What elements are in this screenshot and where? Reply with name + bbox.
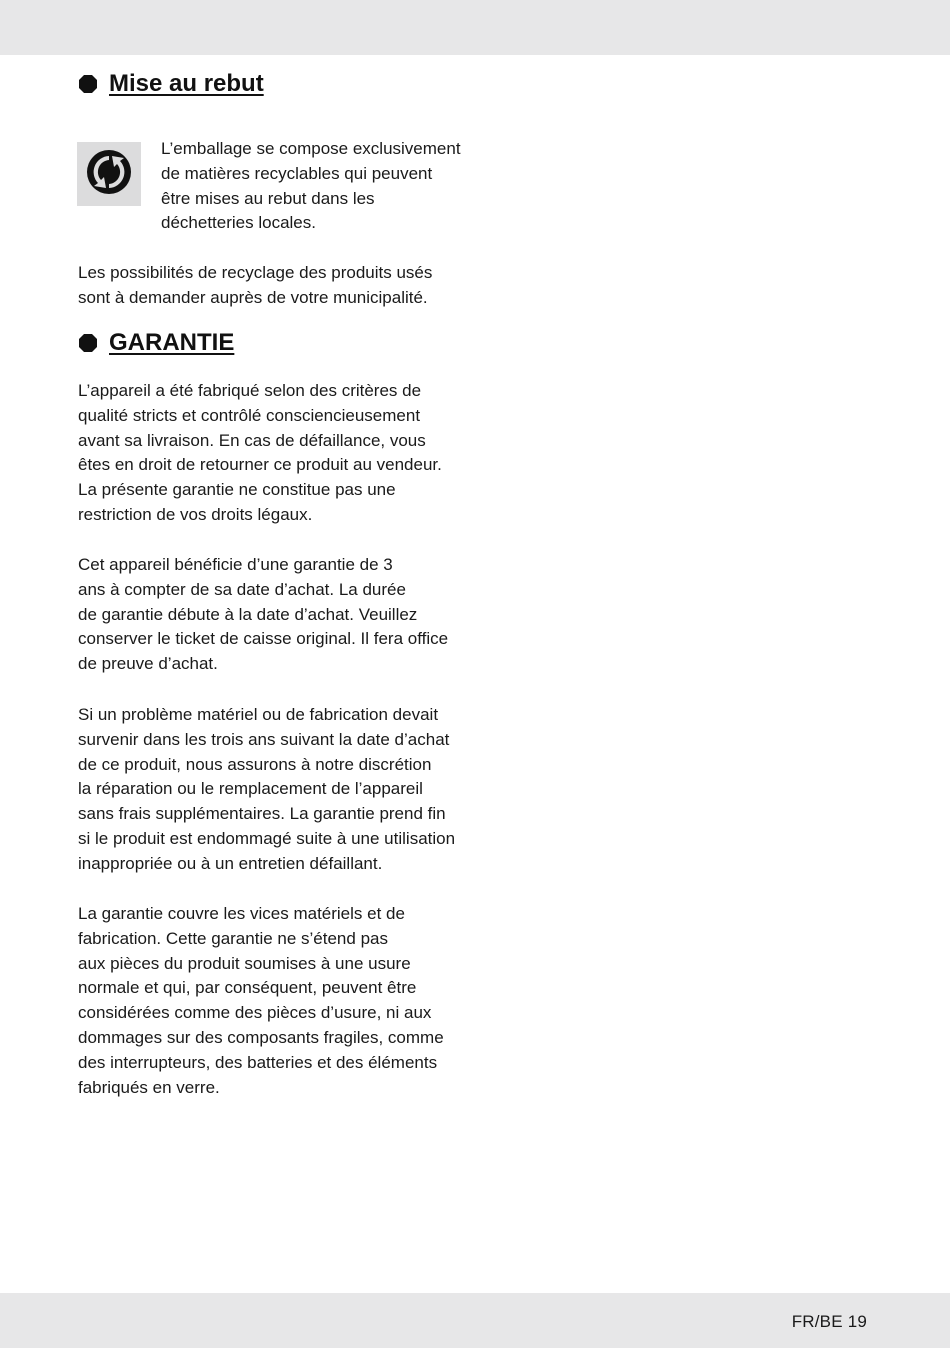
section-title: GARANTIE: [109, 329, 235, 356]
recycling-symbol-box: [77, 142, 141, 206]
header-band: [0, 0, 950, 55]
green-dot-recycling-icon: [85, 148, 133, 201]
section-heading-disposal: [78, 70, 264, 98]
section-heading-warranty: [78, 329, 234, 357]
warranty-paragraph: L’appareil a été fabriqué selon des critères de qualité stricts et contrôlé consciencieusement avant sa livraison. En cas de défaillance, vous êtes en droit de retourner ce produit au vendeur. La présente garantie ne constitue pas une restriction de vos droits légaux.: [78, 381, 442, 524]
section-title: Mise au rebut: [109, 70, 264, 97]
octagon-bullet-icon: [78, 74, 98, 94]
warranty-paragraph: La garantie couvre les vices matériels et de fabrication. Cette garantie ne s’étend pas aux pièces du produit soumises à une usure normale et qui, par conséquent, peuvent être considérées comme des pièces d’usure, ni aux dommages sur des composants fragiles, comme des interrupteurs, des batteries et des éléments fabriqués en verre.: [78, 904, 444, 1097]
warranty-paragraph: Cet appareil bénéficie d’une garantie de 3 ans à compter de sa date d’achat. La durée de garantie débute à la date d’achat. Veuillez conserver le ticket de caisse original. Il fera office de preuve d’achat.: [78, 555, 449, 674]
octagon-bullet-icon: [78, 333, 98, 353]
recycling-info-text: Les possibilités de recyclage des produits usés sont à demander auprès de votre municipalité.: [78, 263, 433, 307]
packaging-disposal-text: L’emballage se compose exclusivement de matières recyclables qui peuvent être mises au rebut dans les déchetteries locales.: [161, 139, 461, 233]
warranty-paragraph: Si un problème matériel ou de fabrication devait survenir dans les trois ans suivant la date d’achat de ce produit, nous assurons à notre discrétion la réparation ou le remplacement de l’appareil sans frais supplémentaires. La garantie prend fin si le produit est endommagé suite à une utilisation inappropriée ou à un entretien défaillant.: [78, 705, 456, 873]
page-number: FR/BE 19: [791, 1312, 867, 1331]
